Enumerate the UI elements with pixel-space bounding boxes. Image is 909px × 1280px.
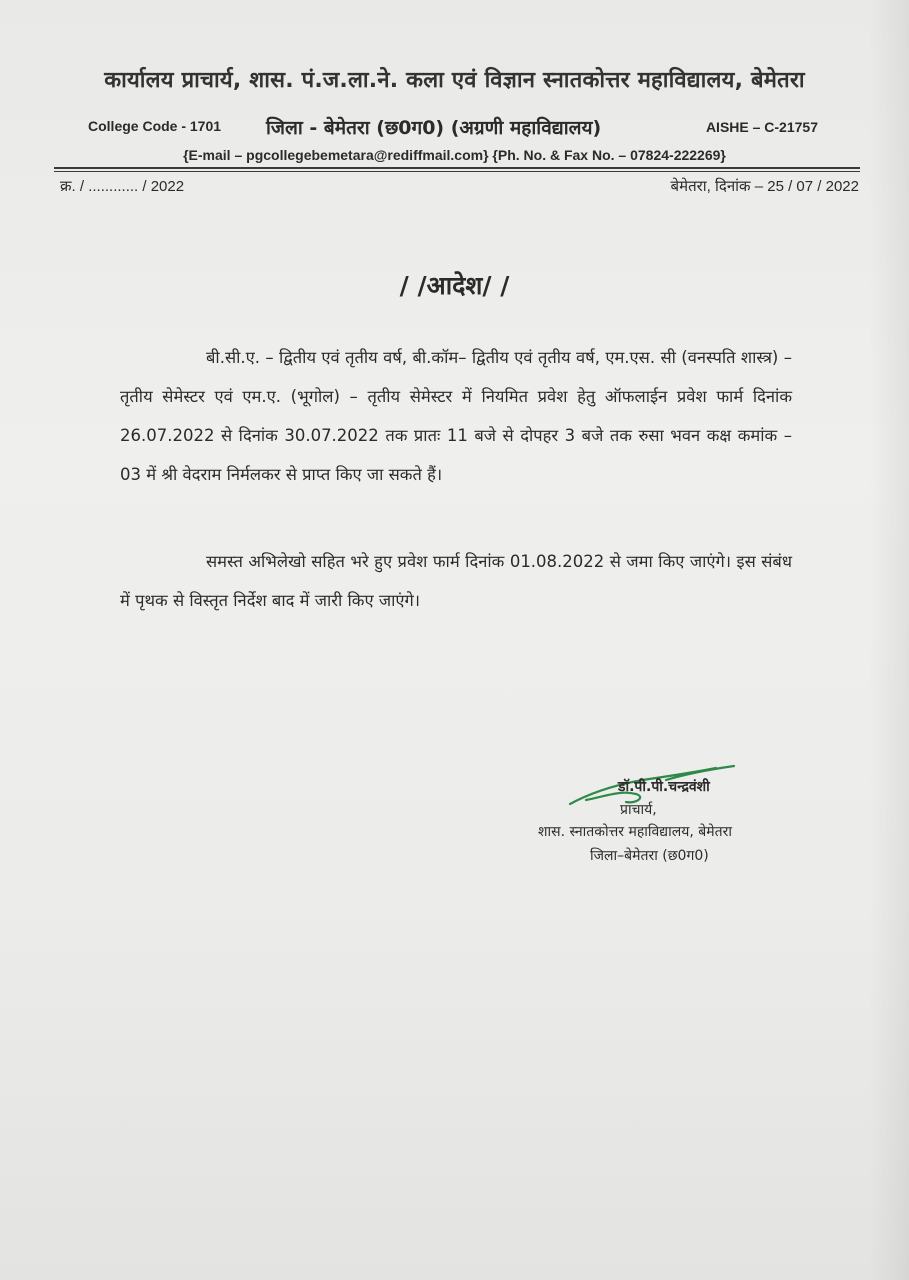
signatory-district: जिला–बेमेतरा (छ0ग0) — [590, 848, 709, 864]
aishe-code: AISHE – C-21757 — [705, 119, 818, 135]
header-divider — [54, 167, 860, 169]
header-divider-thin — [54, 171, 860, 172]
district-line: जिला - बेमेतरा (छ0ग0) (अग्रणी महाविद्यालय) — [266, 117, 602, 139]
reference-number: क्र. / ............ / 2022 — [60, 178, 185, 195]
signatory-name: डॉ.पी.पी.चन्द्रवंशी — [618, 779, 710, 795]
header-info-row — [88, 114, 818, 142]
order-paragraph-1: बी.सी.ए. – द्वितीय एवं तृतीय वर्ष, बी.कॉम– द्वितीय एवं तृतीय वर्ष, एम.एस. सी (वनस्पति शास्त्र) – तृतीय सेमेस्टर एवं एम.ए. (भूगोल) – तृतीय सेमेस्टर में नियमित प्रवेश हेतु ऑफलाईन प्रवेश फार्म दिनांक 26.07.2022 से दिनांक 30.07.2022 तक प्रातः 11 बजे से दोपहर 3 बजे तक रुसा भवन कक्ष कमांक – 03 में श्री वेदराम निर्मलकर से प्राप्त किए जा सकते हैं। — [120, 348, 792, 484]
signatory-designation: प्राचार्य, — [620, 802, 657, 818]
page-edge-shadow — [869, 0, 909, 1280]
order-heading: / /आदेश/ / — [399, 271, 510, 300]
college-code: College Code - 1701 — [88, 118, 222, 134]
signatory-college: शास. स्नातकोत्तर महाविद्यालय, बेमेतरा — [538, 824, 732, 840]
office-title: कार्यालय प्राचार्य, शास. पं.ज.ला.ने. कला एवं विज्ञान स्नातकोत्तर महाविद्यालय, बेमेतरा — [104, 68, 805, 93]
contact-line: {E-mail – pgcollegebemetara@rediffmail.com} {Ph. No. & Fax No. – 07824-222269} — [183, 147, 726, 163]
order-paragraph-2: समस्त अभिलेखो सहित भरे हुए प्रवेश फार्म दिनांक 01.08.2022 से जमा किए जाएंगे। इस संबंध में पृथक से विस्तृत निर्देश बाद में जारी किए जाएंगे। — [120, 552, 792, 610]
issue-date: बेमेतरा, दिनांक – 25 / 07 / 2022 — [670, 178, 859, 195]
